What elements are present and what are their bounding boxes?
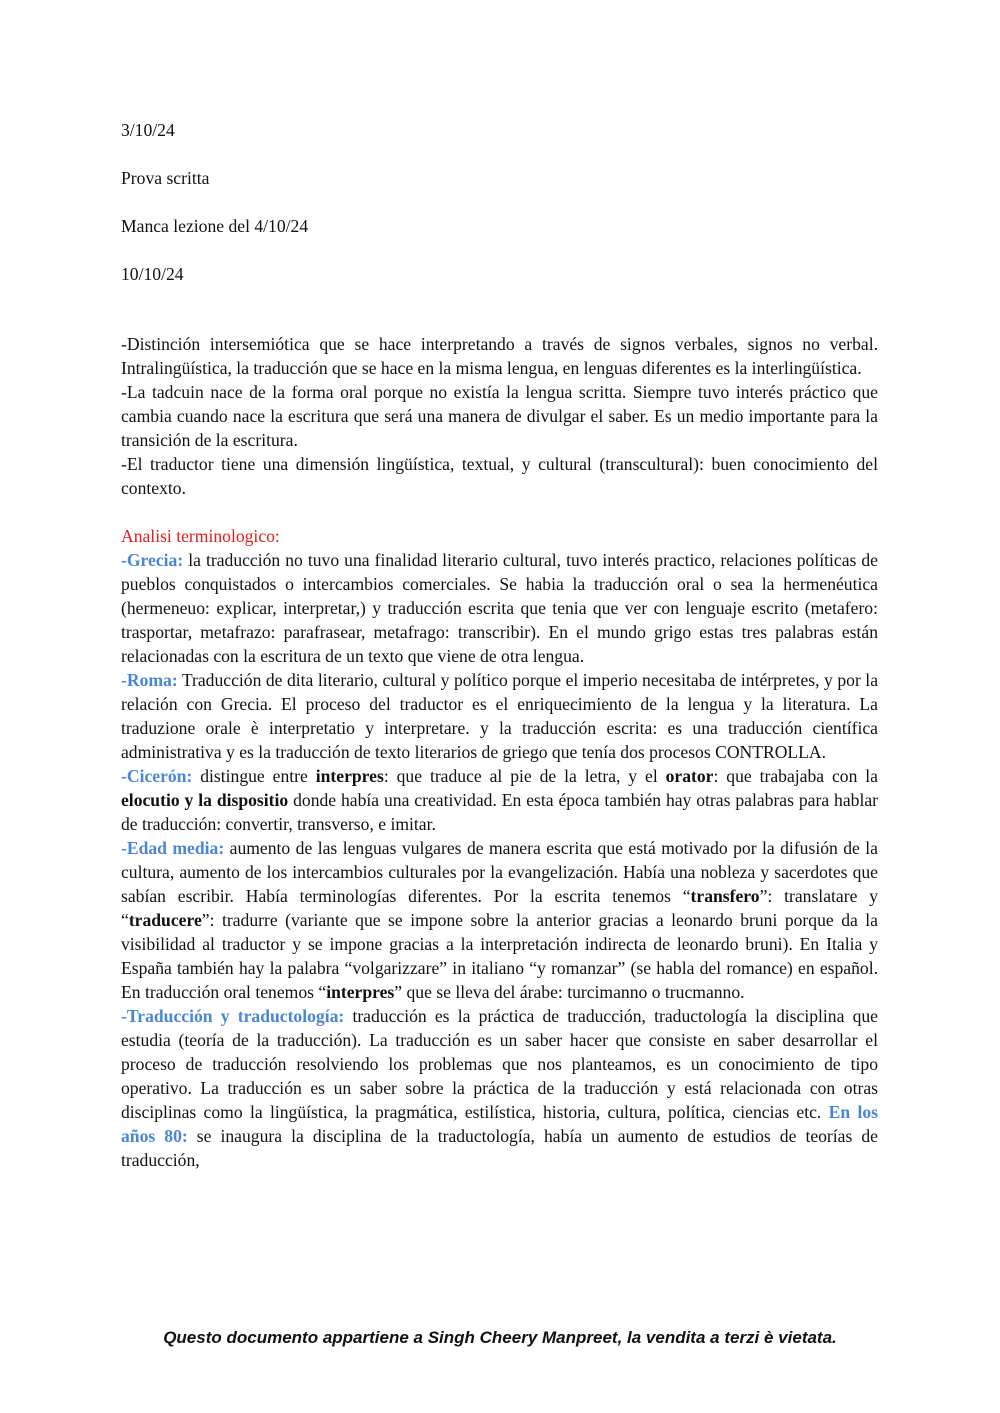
document-body <box>121 118 878 1172</box>
date-line: 3/10/24 <box>121 120 175 140</box>
edad-media-label: -Edad media: <box>121 838 225 858</box>
anos-80-label: En los años 80: <box>121 1102 878 1146</box>
section-heading: Analisi terminologico: <box>121 526 280 546</box>
grecia-text: la traducción no tuvo una finalidad literario cultural, tuvo interés practico, relaciones políticas de pueblos conquistados o intercambios comerciales. Se habia la traducción oral o sea la hermenéutica (hermeneuo: explicar, interpretar,) y traducción escrita que tenia que ver con lenguaje escrito (metafero: trasportar, metafrazo: parafrasear, metafrago: transcribir). En el mundo grigo estas tres palabras están relacionadas con la escritura de un texto que viene de otra lengua. <box>121 550 878 666</box>
spacer <box>121 500 878 524</box>
ciceron-text: distingue entre <box>192 766 316 786</box>
traduccion-label: -Traducción y traductología: <box>121 1006 345 1026</box>
intro-paragraph: -Distinción intersemiótica que se hace interpretando a través de signos verbales, signos no verbal. Intralingüística, la traducción que se hace en la misma lengua, en lenguas diferentes es la interlingüística. <box>121 334 878 378</box>
edad-media-text: ” que se lleva del árabe: turcimanno o trucmanno. <box>394 982 745 1002</box>
roma-text: Traducción de dita literario, cultural y político porque el imperio necesitaba de intérpretes, y por la relación con Grecia. El proceso del traductor es el enriquecimiento de la lengua y la literatura. La traduzione orale è interpretatio y interpretare. y la traducción escrita: es una traducción científica administrativa y es la traducción de texto literarios de griego que tenía dos procesos CONTROLLA. <box>121 670 878 762</box>
note-line: Prova scritta <box>121 168 210 188</box>
edad-media-text: ”: tradurre (variante que se impone sobre la anterior gracias a leonardo bruni porque da la visibilidad al traductor y se impone gracias a la interpretación indirecta de leonardo bruni). En Italia y España también hay la palabra “volgarizzare” in italiano “y romanzar” (se habla del romance) en español. En traducción oral tenemos “ <box>121 910 878 1002</box>
bold-term: elocutio y la dispositio <box>121 790 289 810</box>
ciceron-text: : que traduce al pie de la letra, y el <box>383 766 666 786</box>
bold-term: interpres <box>315 766 384 786</box>
intro-paragraph: -La tadcuin nace de la forma oral porque no existía la lengua scritta. Siempre tuvo interés práctico que cambia cuando nace la escritura que será una manera de divulgar el saber. Es un medio importante para la transición de la escritura. <box>121 382 878 450</box>
edad-media-paragraph <box>121 836 878 1004</box>
ciceron-paragraph <box>121 764 878 836</box>
traduccion-text: se inaugura la disciplina de la traductología, había un aumento de estudios de teorías de traducción, <box>121 1126 878 1170</box>
ciceron-label: -Cicerón: <box>121 766 193 786</box>
intro-paragraph: -El traductor tiene una dimensión lingüística, textual, y cultural (transcultural): buen conocimiento del contexto. <box>121 454 878 498</box>
bold-term: transfero <box>690 886 760 906</box>
bold-term: traducere <box>128 910 202 930</box>
traduccion-paragraph <box>121 1004 878 1172</box>
bold-term: orator <box>665 766 714 786</box>
traduccion-text: traducción es la práctica de traducción, traductología la disciplina que estudia (teoría de la traducción). La traducción es un saber hacer que consiste en saber desarrollar el proceso de traducción resolviendo los problemas que nos planteamos, es un conocimiento de tipo operativo. La traducción es un saber sobre la práctica de la traducción y está relacionada con otras disciplinas como la lingüística, la pragmática, estilística, historia, cultura, política, ciencias etc. <box>121 1006 878 1122</box>
spacer <box>121 310 878 332</box>
grecia-paragraph <box>121 548 878 668</box>
bold-term: interpres <box>326 982 395 1002</box>
roma-label: -Roma: <box>121 670 178 690</box>
edad-media-text: ”: translatare y “ <box>121 886 878 930</box>
edad-media-text: aumento de las lenguas vulgares de manera escrita que está motivado por la difusión de la cultura, aumento de los intercambios culturales por la evangelización. Había una nobleza y sacerdotes que sabían escribir. Había terminologías diferentes. Por la escrita tenemos “ <box>121 838 878 906</box>
ownership-footer: Questo documento appartiene a Singh Cheery Manpreet, la vendita a terzi è vietata. <box>163 1328 837 1347</box>
note-line: Manca lezione del 4/10/24 <box>121 216 309 236</box>
date-line: 10/10/24 <box>121 264 184 284</box>
ciceron-text: donde había una creatividad. En esta época también hay otras palabras para hablar de traducción: convertir, transverso, e imitar. <box>121 790 878 834</box>
grecia-label: -Grecia: <box>121 550 184 570</box>
ciceron-text: : que trabajaba con la <box>713 766 878 786</box>
roma-paragraph <box>121 668 878 764</box>
